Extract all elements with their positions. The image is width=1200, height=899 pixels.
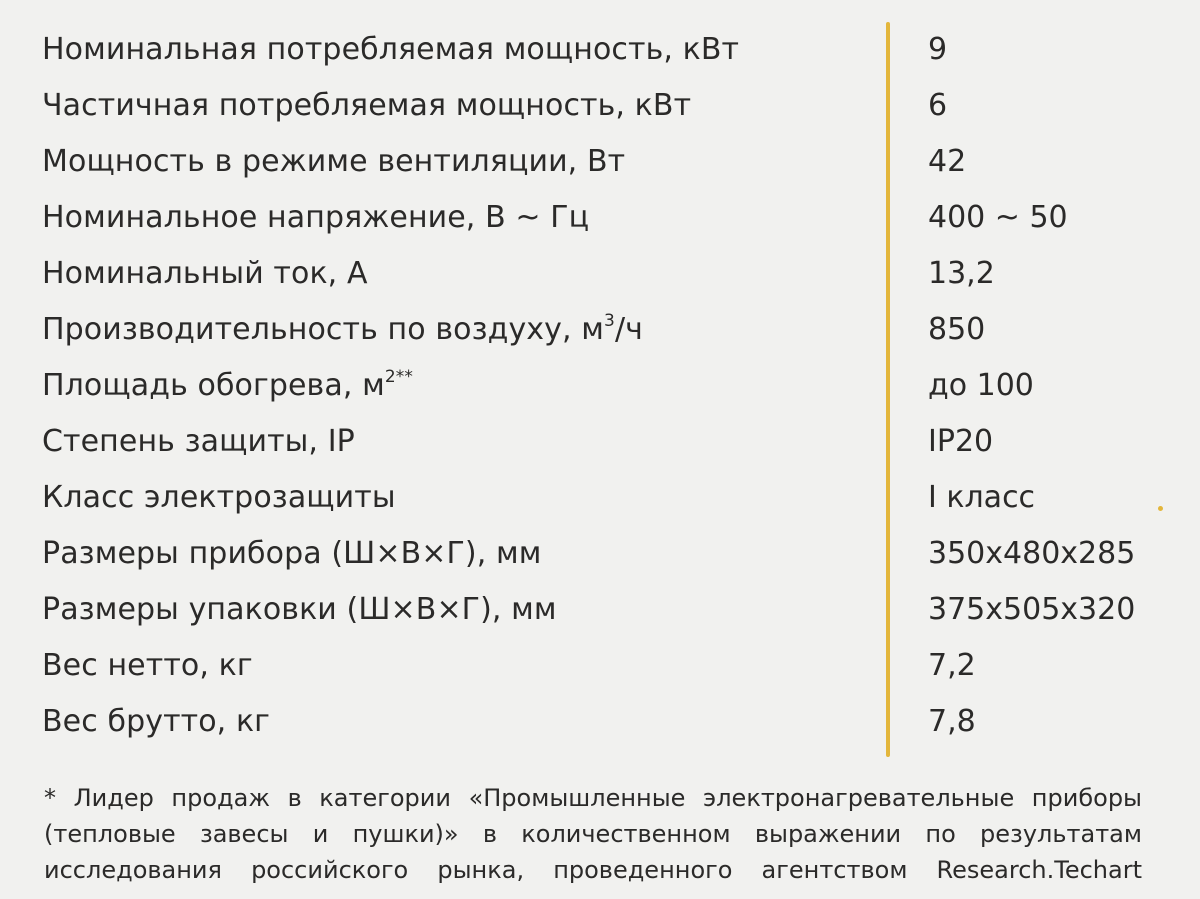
spec-label: Класс электрозащиты — [42, 480, 396, 515]
spec-label: Частичная потребляемая мощность, кВт — [42, 88, 692, 123]
spec-row-ventilation-power — [0, 134, 1200, 190]
spec-label-text: Площадь обогрева, м — [42, 368, 385, 403]
spec-row-rated-voltage — [0, 190, 1200, 246]
spec-row-electrical-class — [0, 470, 1200, 526]
spec-label: Номинальный ток, А — [42, 256, 368, 291]
spec-label: Степень защиты, IP — [42, 424, 355, 459]
spec-row-heating-area — [0, 358, 1200, 414]
spec-value: 400 ~ 50 — [928, 200, 1068, 235]
spec-value: 13,2 — [928, 256, 995, 291]
spec-value: 350x480x285 — [928, 536, 1136, 571]
spec-row-package-dimensions — [0, 582, 1200, 638]
spec-label-superscript: 2** — [384, 367, 413, 387]
spec-value: 42 — [928, 144, 967, 179]
spec-label: Номинальная потребляемая мощность, кВт — [42, 32, 740, 67]
footnote — [44, 780, 1142, 888]
spec-row-protection-degree — [0, 414, 1200, 470]
spec-value: 7,8 — [928, 704, 976, 739]
footnote-line: (тепловые завесы и пушки)» в количественном выражении по результатам — [44, 820, 1142, 848]
spec-label: Вес нетто, кг — [42, 648, 253, 683]
spec-label: Номинальное напряжение, В ~ Гц — [42, 200, 590, 235]
spec-label-superscript: 3 — [604, 311, 615, 331]
spec-value: 6 — [928, 88, 948, 123]
spec-row-rated-current — [0, 246, 1200, 302]
spec-row-rated-power — [0, 22, 1200, 78]
spec-value: IP20 — [928, 424, 994, 459]
spec-value: 375x505x320 — [928, 592, 1136, 627]
spec-label-suffix: /ч — [614, 312, 643, 347]
spec-value: I класс — [928, 480, 1036, 515]
spec-value: 9 — [928, 32, 948, 67]
spec-row-device-dimensions — [0, 526, 1200, 582]
spec-value: до 100 — [928, 368, 1034, 403]
footnote-line: * Лидер продаж в категории «Промышленные электронагревательные приборы — [44, 784, 1142, 812]
spec-row-partial-power — [0, 78, 1200, 134]
footnote-line: исследования российского рынка, проведенного агентством Research.Techart — [44, 856, 1142, 884]
spec-label: Вес брутто, кг — [42, 704, 271, 739]
spec-label: Размеры упаковки (Ш×В×Г), мм — [42, 592, 557, 627]
spec-value: 7,2 — [928, 648, 976, 683]
spec-label: Размеры прибора (Ш×В×Г), мм — [42, 536, 542, 571]
decorative-dot — [1158, 506, 1163, 511]
spec-label: Мощность в режиме вентиляции, Вт — [42, 144, 626, 179]
column-divider — [886, 22, 890, 757]
spec-row-gross-weight — [0, 694, 1200, 750]
spec-row-air-flow — [0, 302, 1200, 358]
spec-label-text: Производительность по воздуху, м — [42, 312, 605, 347]
spec-value: 850 — [928, 312, 986, 347]
spec-label — [42, 358, 413, 414]
spec-row-net-weight — [0, 638, 1200, 694]
spec-label — [42, 302, 643, 358]
